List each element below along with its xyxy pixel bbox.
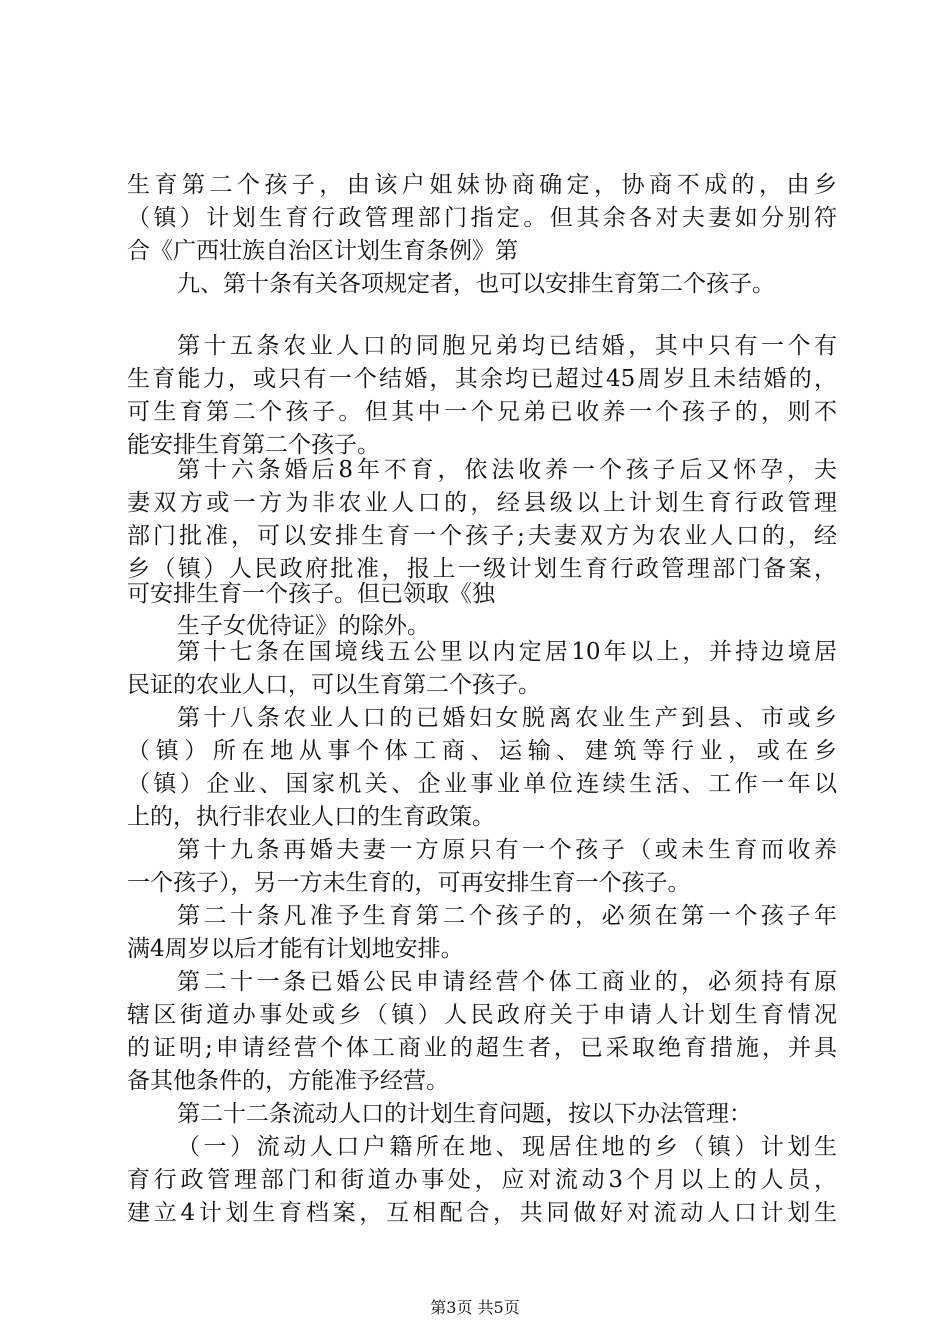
text-line: 生子女优待证》的除外。 (177, 613, 430, 639)
text-line: 乡（镇）人民政府批准，报上一级计划生育行政管理部门备案， (127, 556, 837, 582)
text-line: 合《广西壮族自治区计划生育条例》第 (127, 238, 518, 264)
text-line: 备其他条件的，方能准予经营。 (127, 1068, 449, 1094)
text-line: 满4周岁以后才能有计划地安排。 (127, 936, 464, 962)
text-line: 辖区街道办事处或乡（镇）人民政府关于申请人计划生育情况 (127, 1002, 837, 1028)
text-line: 第二十一条已婚公民申请经营个体工商业的，必须持有原 (177, 969, 837, 995)
text-line: 第十八条农业人口的已婚妇女脱离农业生产到县、市或乡 (177, 705, 837, 731)
text-line: 生育第二个孩子，由该户姐妹协商确定，协商不成的，由乡 (127, 172, 837, 198)
text-line: 部门批准，可以安排生育一个孩子;夫妻双方为农业人口的，经 (127, 523, 837, 549)
text-line: 第十六条婚后8年不育，依法收养一个孩子后又怀孕，夫 (177, 457, 837, 483)
text-line: （一）流动人口户籍所在地、现居住地的乡（镇）计划生 (177, 1134, 837, 1160)
text-line: （镇）计划生育行政管理部门指定。但其余各对夫妻如分别符 (127, 205, 837, 231)
text-line: 建立4计划生育档案，互相配合，共同做好对流动人口计划生 (127, 1200, 837, 1226)
page-number: 第3页 共5页 (430, 1298, 520, 1317)
text-line: 能安排生育第二个孩子。 (127, 432, 380, 458)
text-line: 第二十二条流动人口的计划生育问题，按以下办法管理： (177, 1101, 752, 1127)
text-line: 九、第十条有关各项规定者，也可以安排生育第二个孩子。 (177, 271, 775, 297)
text-line: （镇）所在地从事个体工商、运输、建筑等行业，或在乡 (127, 738, 837, 764)
text-line: 一个孩子），另一方未生育的，可再安排生育一个孩子。 (127, 870, 691, 896)
text-line: 第十九条再婚夫妻一方原只有一个孩子（或未生育而收养 (177, 837, 837, 863)
text-line: 可生育第二个孩子。但其中一个兄弟已收养一个孩子的，则不 (127, 399, 837, 425)
text-line: 育行政管理部门和街道办事处，应对流动3个月以上的人员， (127, 1167, 837, 1193)
text-line: （镇）企业、国家机关、企业事业单位连续生活、工作一年以 (127, 771, 837, 797)
text-line: 民证的农业人口，可以生育第二个孩子。 (127, 672, 541, 698)
text-line: 可安排生育一个孩子。但已领取《独 (127, 581, 495, 607)
text-line: 妻双方或一方为非农业人口的，经县级以上计划生育行政管理 (127, 490, 837, 516)
text-line: 上的，执行非农业人口的生育政策。 (127, 804, 495, 830)
text-line: 的证明;申请经营个体工商业的超生者，已采取绝育措施，并具 (127, 1035, 837, 1061)
text-line: 第十七条在国境线五公里以内定居10年以上，并持边境居 (177, 639, 837, 665)
page-footer (0, 1298, 950, 1318)
text-line: 生育能力，或只有一个结婚，其余均已超过45周岁且未结婚的， (127, 366, 837, 392)
text-line: 第十五条农业人口的同胞兄弟均已结婚，其中只有一个有 (177, 333, 837, 359)
text-line: 第二十条凡准予生育第二个孩子的，必须在第一个孩子年 (177, 903, 837, 929)
